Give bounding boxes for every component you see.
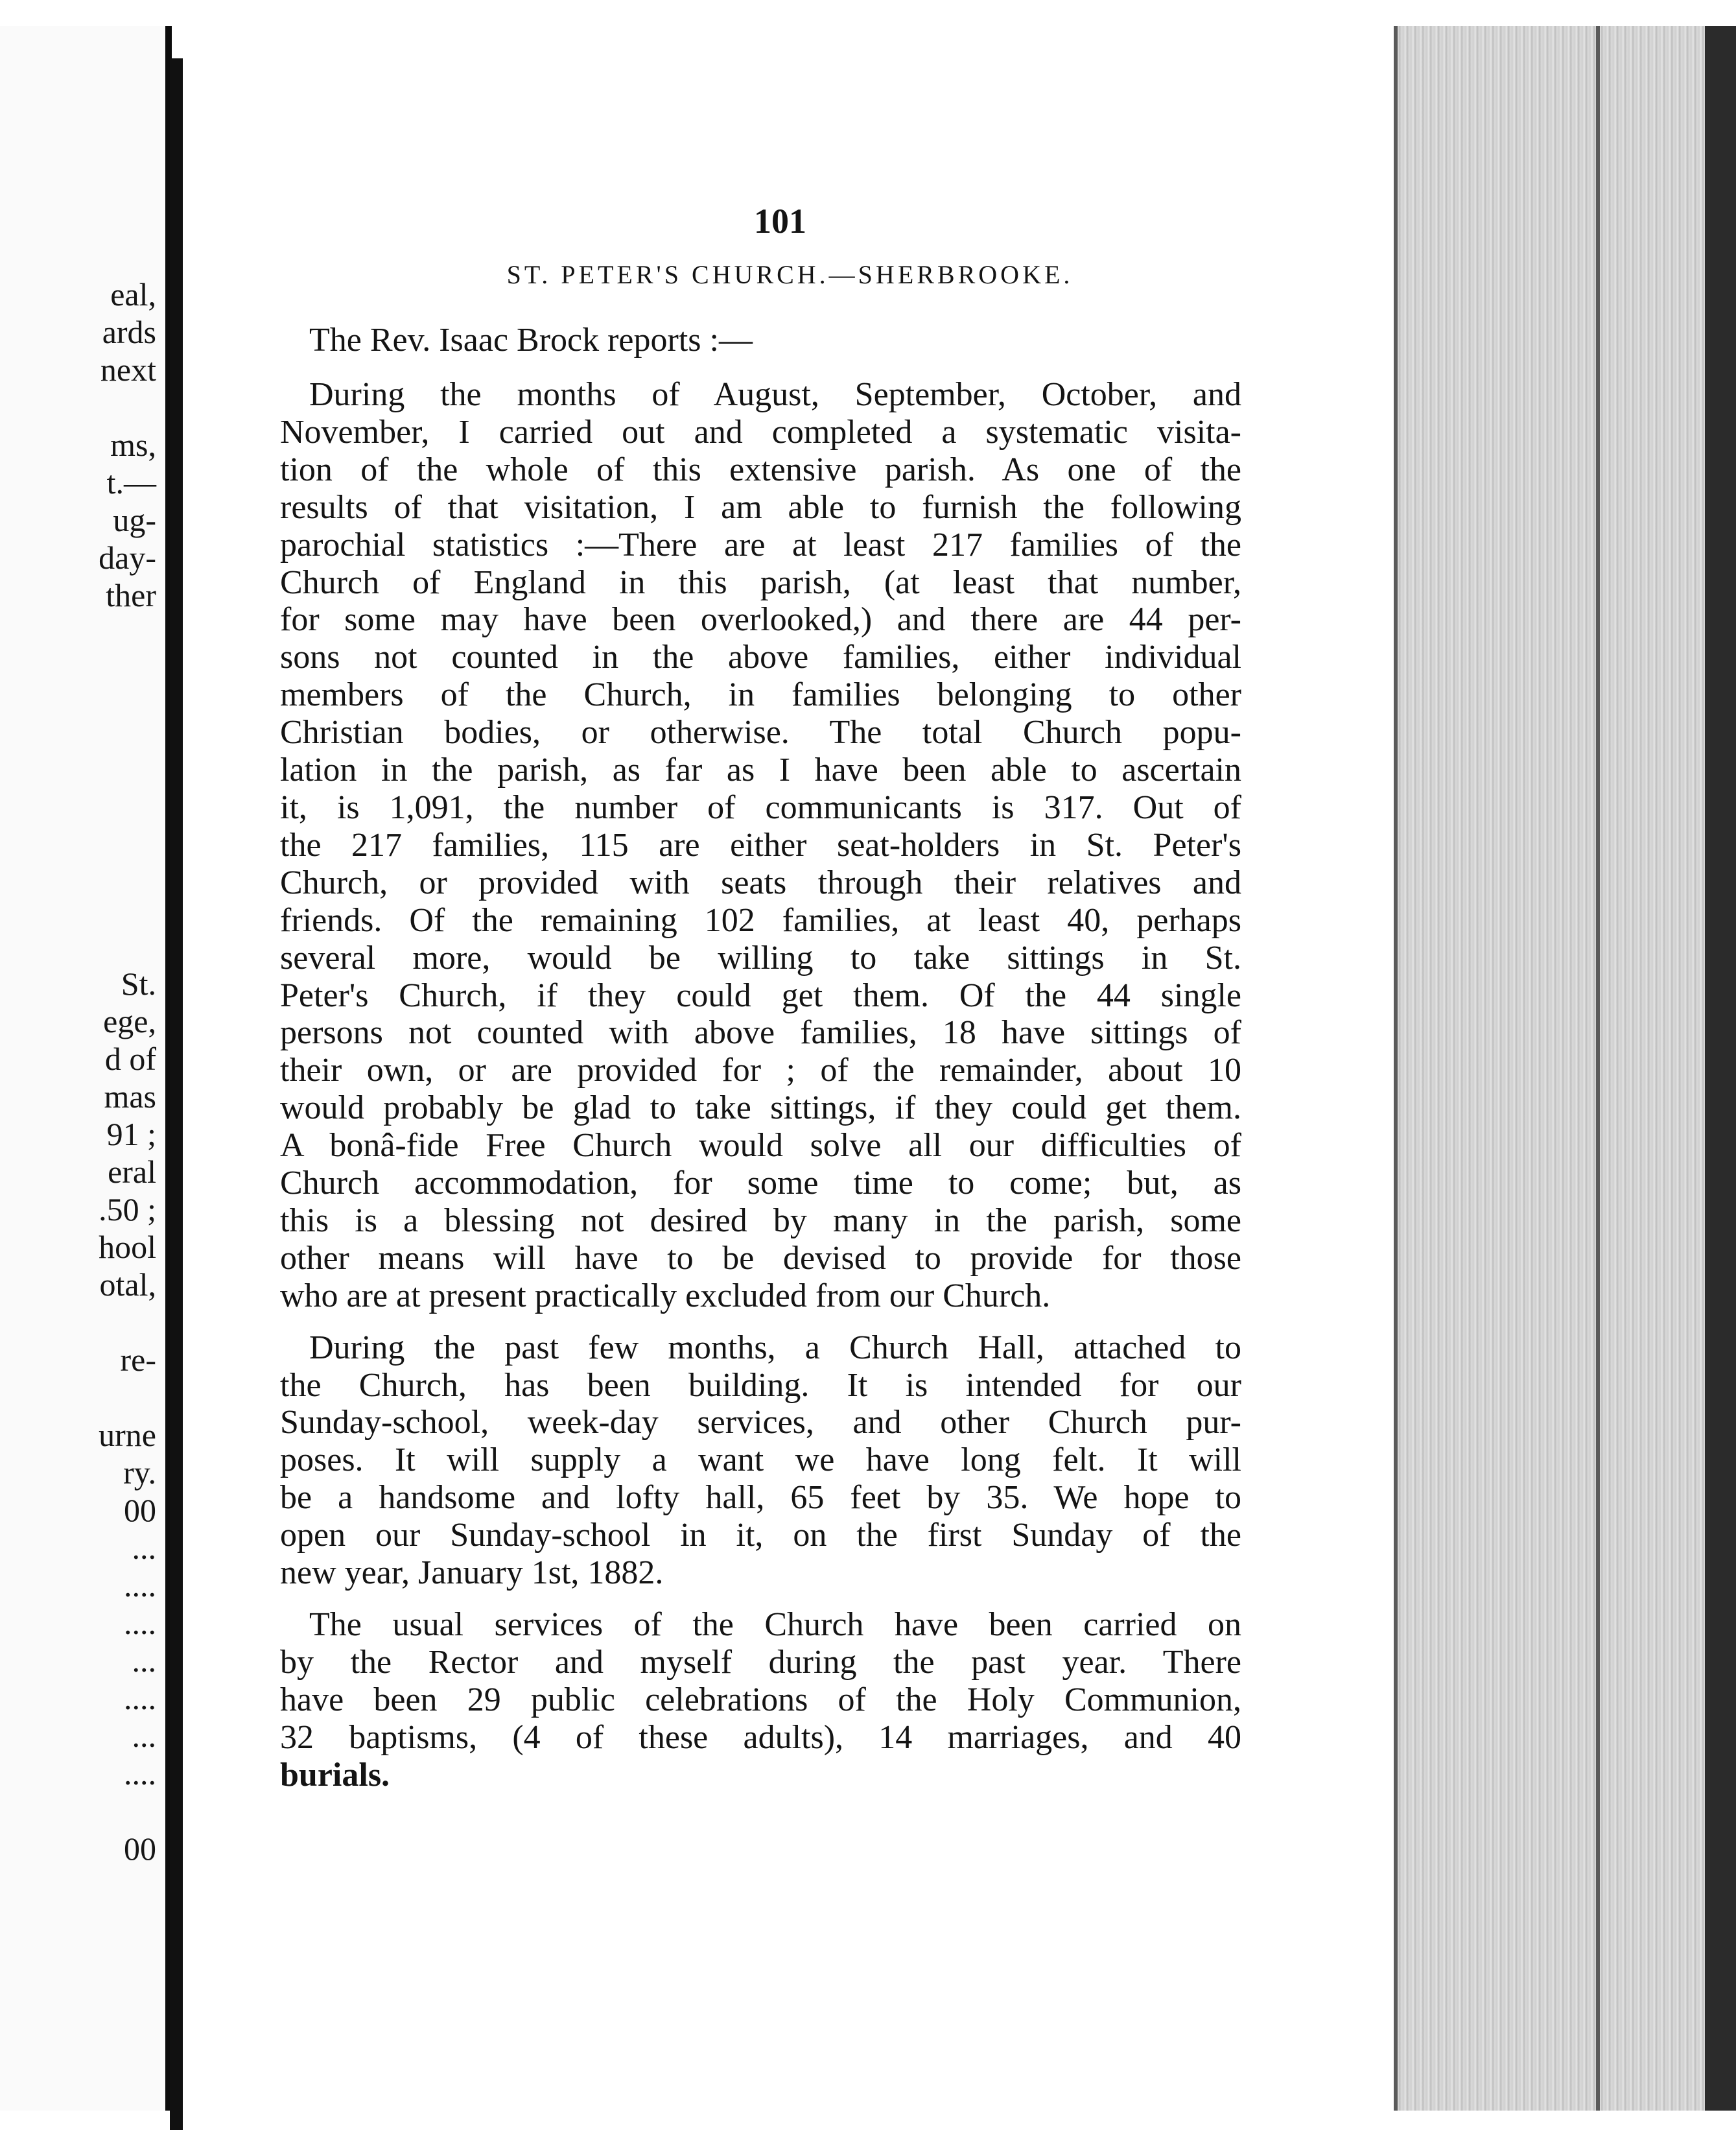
left-page-fragment: .50 ; bbox=[99, 1191, 156, 1227]
left-page-fragment: .... bbox=[124, 1567, 156, 1604]
text-line: Church of England in this parish, (at least that number, bbox=[280, 563, 1241, 601]
text-line: the Church, has been building. It is intended for our bbox=[280, 1366, 1241, 1404]
text-line: lation in the parish, as far as I have been able to ascertain bbox=[280, 752, 1241, 789]
page-edge-line bbox=[1394, 26, 1398, 2111]
text-line: their own, or are provided for ; of the remainder, about 10 bbox=[280, 1052, 1241, 1089]
text-line: 32 baptisms, (4 of these adults), 14 marriages, and 40 bbox=[280, 1718, 1241, 1756]
section-heading: ST. PETER'S CHURCH.—SHERBROOKE. bbox=[506, 260, 1073, 289]
left-page-fragment: 00 bbox=[124, 1830, 156, 1867]
text-line: Peter's Church, if they could get them. Of the 44 single bbox=[280, 977, 1241, 1014]
left-page-fragment: 00 bbox=[124, 1492, 156, 1528]
left-page-fragment: .... bbox=[124, 1605, 156, 1641]
left-page-fragment: re- bbox=[120, 1342, 156, 1378]
left-page-edge bbox=[0, 26, 172, 2111]
text-line: open our Sunday-school in it, on the first Sunday of the bbox=[280, 1517, 1241, 1554]
text-line: would probably be glad to take sittings, if they could get them. bbox=[280, 1089, 1241, 1127]
text-line: tion of the whole of this extensive parish. As one of the bbox=[280, 451, 1241, 488]
text-line: parochial statistics :—There are at least 217 families of the bbox=[280, 526, 1241, 563]
report-intro: The Rev. Isaac Brock reports :— bbox=[309, 322, 753, 359]
text-line: this is a blessing not desired by many in the parish, some bbox=[280, 1202, 1241, 1239]
text-line: The usual services of the Church have been carried on bbox=[309, 1606, 1241, 1643]
left-page-fragment: ege, bbox=[103, 1003, 156, 1039]
text-line: new year, January 1st, 1882. bbox=[280, 1554, 664, 1592]
text-line: members of the Church, in families belonging to other bbox=[280, 676, 1241, 714]
text-line: by the Rector and myself during the past year. There bbox=[280, 1643, 1241, 1681]
text-line: other means will have to be devised to provide for those bbox=[280, 1239, 1241, 1277]
report-body bbox=[280, 376, 1241, 1794]
text-line: sons not counted in the above families, either individual bbox=[280, 639, 1241, 676]
binding-gutter bbox=[170, 58, 183, 2130]
left-page-fragment bbox=[0, 1379, 156, 1416]
left-page-fragment: next bbox=[100, 351, 156, 388]
body-paragraph bbox=[280, 1329, 1241, 1592]
page-number: 101 bbox=[754, 202, 806, 241]
main-page bbox=[183, 26, 1394, 2111]
page-block-edge bbox=[1394, 26, 1736, 2111]
left-page-fragment: St. bbox=[121, 965, 156, 1002]
left-page-fragment: eral bbox=[108, 1154, 156, 1190]
left-page-fragment: hool bbox=[99, 1229, 156, 1265]
page-edge-line bbox=[1596, 26, 1600, 2111]
body-paragraph bbox=[280, 376, 1241, 1315]
text-line: for some may have been overlooked,) and there are 44 per- bbox=[280, 601, 1241, 639]
left-page-fragment bbox=[0, 1303, 156, 1341]
left-page-fragment: ... bbox=[132, 1718, 156, 1754]
text-line: have been 29 public celebrations of the Holy Communion, bbox=[280, 1681, 1241, 1718]
text-line: Sunday-school, week-day services, and other Church pur- bbox=[280, 1404, 1241, 1441]
page-content bbox=[280, 201, 1241, 1808]
text-line: who are at present practically excluded from our Church. bbox=[280, 1277, 1051, 1314]
left-page-fragment: 91 ; bbox=[106, 1116, 156, 1152]
text-line: the 217 families, 115 are either seat-holders in St. Peter's bbox=[280, 826, 1241, 864]
book-cover-edge bbox=[1705, 26, 1736, 2111]
text-line: be a handsome and lofty hall, 65 feet by 35. We hope to bbox=[280, 1479, 1241, 1517]
left-page-fragment: ... bbox=[132, 1530, 156, 1566]
left-page-fragment: ther bbox=[106, 577, 156, 613]
text-line: persons not counted with above families, 18 have sittings of bbox=[280, 1014, 1241, 1052]
left-page-fragment: .... bbox=[124, 1680, 156, 1716]
text-line: Church, or provided with seats through their relatives and bbox=[280, 864, 1241, 901]
body-paragraph bbox=[280, 1606, 1241, 1794]
text-line: poses. It will supply a want we have long felt. It will bbox=[280, 1441, 1241, 1479]
left-page-fragment: t.— bbox=[106, 464, 156, 501]
left-page-fragment: ... bbox=[132, 1642, 156, 1679]
left-page-fragment: urne bbox=[99, 1417, 156, 1453]
text-line: During the past few months, a Church Hall, attached to bbox=[309, 1329, 1241, 1366]
left-page-fragment: mas bbox=[104, 1078, 156, 1115]
left-page-fragment: ards bbox=[102, 314, 156, 350]
left-page-fragment: ry. bbox=[123, 1454, 156, 1491]
left-page-text-group-2 bbox=[0, 965, 165, 1867]
text-line: Church accommodation, for some time to come; but, as bbox=[280, 1165, 1241, 1202]
left-page-fragment: d of bbox=[104, 1041, 156, 1077]
left-page-fragment: otal, bbox=[99, 1266, 156, 1303]
text-line: results of that visitation, I am able to furnish the following bbox=[280, 488, 1241, 526]
text-line: November, I carried out and completed a systematic visita- bbox=[280, 413, 1241, 451]
left-page-fragment: ms, bbox=[110, 427, 156, 463]
left-page-fragment bbox=[0, 1792, 156, 1830]
left-page-text-group-1 bbox=[0, 276, 165, 614]
text-line: friends. Of the remaining 102 families, at least 40, perhaps bbox=[280, 901, 1241, 939]
left-page-fragment: ug- bbox=[113, 502, 156, 538]
text-line: several more, would be willing to take sittings in St. bbox=[280, 939, 1241, 977]
text-line: Christian bodies, or otherwise. The total Church popu- bbox=[280, 714, 1241, 752]
text-line: it, is 1,091, the number of communicants is 317. Out of bbox=[280, 788, 1241, 826]
text-line: A bonâ-fide Free Church would solve all our difficulties of bbox=[280, 1127, 1241, 1165]
left-page-fragment: day- bbox=[99, 539, 156, 576]
left-page-fragment: eal, bbox=[110, 276, 156, 313]
left-page-fragment: .... bbox=[124, 1755, 156, 1792]
text-line: During the months of August, September, October, and bbox=[309, 376, 1241, 413]
left-page-fragment bbox=[0, 388, 156, 426]
text-line: burials. bbox=[280, 1756, 390, 1794]
